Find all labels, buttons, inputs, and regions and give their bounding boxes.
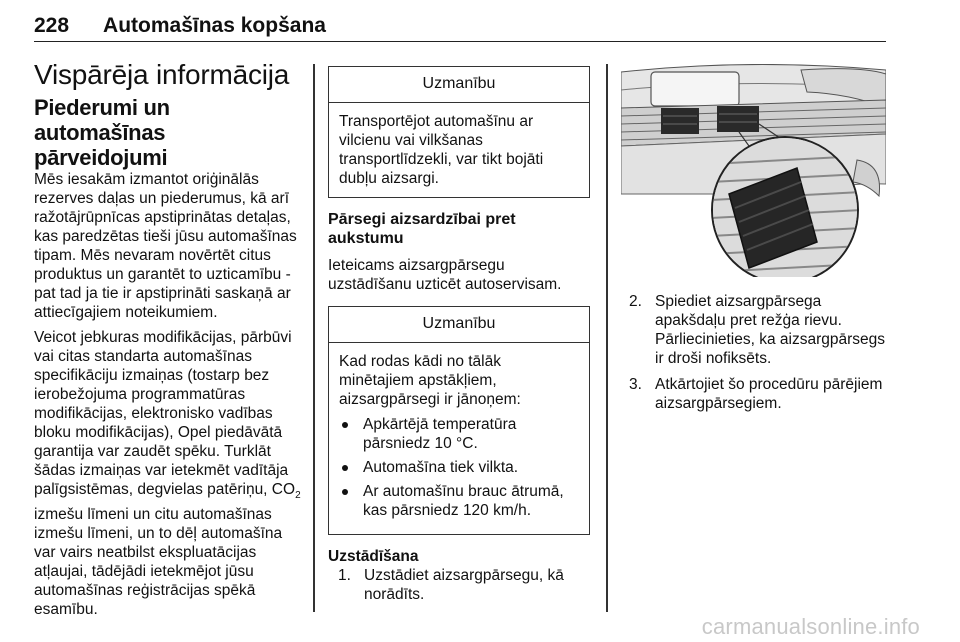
frost-covers-title: Pārsegi aizsardzībai pret aukstumu bbox=[328, 211, 516, 247]
page-header bbox=[34, 12, 886, 42]
co2-subscript: 2 bbox=[295, 490, 301, 502]
column-divider-2 bbox=[606, 64, 608, 612]
caution-box-removal bbox=[328, 306, 590, 535]
caution-title: Uzmanību bbox=[329, 67, 589, 103]
paragraph-modifications-a: Veicot jebkuras modifikācijas, pārbūvi vai citas standarta automašīnas specifikāciju izmaiņas (tostarp bez ierobežojuma programmatūras modifikācijas, elektronisko vadības bloku modifikācijas), Opel piedāvātā garantija var zaudēt spēku. Turklāt šādas izmaiņas var ietekmēt vadītāja palīgsistēmas, degvielas patēriņu, CO bbox=[34, 329, 296, 498]
caution-bullet-list bbox=[339, 415, 579, 520]
list-item bbox=[338, 566, 592, 604]
section-title: Vispārēja informācija bbox=[34, 59, 290, 90]
caution-intro: Kad rodas kādi no tālāk minētajiem apstākļiem, aizsargpārsegi ir jānoņem: bbox=[339, 353, 521, 408]
paragraph-original-parts: Mēs iesakām izmantot oriģinālās rezerves daļas un piederumus, kā arī ražotājrūpnīcas apstiprinātas detaļas, kas paredzētas tieši jūsu automašīnas tipam. Mēs nevaram novērtēt citus produktus un garantēt to uzticamību - pat tad ja tie ir apstiprināti saskaņā ar attiecīgajiem noteikumiem. bbox=[34, 171, 297, 321]
paragraph-modifications-b: izmešu līmeni un citu automašīnas izmešu līmeni, un to dēļ automašīna var vairs neatbilst ekspluatācijas atļaujai, tādējādi ietekmējot jūsu automašīnas reģistrācijas spēkā esamību. bbox=[34, 506, 283, 619]
step-number: 2. bbox=[629, 293, 642, 310]
caution-body bbox=[329, 343, 589, 534]
list-item: Apkārtējā temperatūra pārsniedz 10 °C. bbox=[339, 415, 579, 453]
subsection-title: Piederumi un automašīnas pārveidojumi bbox=[34, 95, 170, 170]
list-item bbox=[629, 292, 887, 368]
step-number: 3. bbox=[629, 376, 642, 393]
chapter-title: Automašīnas kopšana bbox=[103, 14, 326, 37]
step-text: Spiediet aizsargpārsega apakšdaļu pret režģa rievu. Pārliecinieties, ka aizsargpārsegs ir droši nofiksēts. bbox=[655, 293, 886, 367]
installation-steps-continued bbox=[629, 292, 887, 413]
column-middle bbox=[328, 66, 592, 611]
caution-text: Transportējot automašīnu ar vilcienu vai vilkšanas transportlīdzekli, var tikt bojāti dubļu aizsargi. bbox=[339, 113, 544, 187]
column-left bbox=[34, 58, 304, 619]
page-number: 228 bbox=[34, 14, 70, 37]
caution-title: Uzmanību bbox=[329, 307, 589, 343]
list-item: Automašīna tiek vilkta. bbox=[339, 458, 579, 477]
step-number: 1. bbox=[338, 567, 351, 584]
step-text: Atkārtojiet šo procedūru pārējiem aizsargpārsegiem. bbox=[655, 376, 883, 412]
step-text: Uzstādiet aizsargpārsegu, kā norādīts. bbox=[364, 567, 564, 603]
watermark: carmanualsonline.info bbox=[701, 614, 920, 639]
column-right bbox=[621, 292, 887, 420]
grille-cover-illustration bbox=[621, 64, 886, 277]
installation-title: Uzstādīšana bbox=[328, 548, 419, 565]
installation-steps bbox=[338, 566, 592, 604]
column-divider-1 bbox=[313, 64, 315, 612]
paragraph-modifications bbox=[34, 328, 304, 619]
caution-box-transport bbox=[328, 66, 590, 198]
frost-covers-text: Ieteicams aizsargpārsegu uzstādīšanu uzticēt autoservisam. bbox=[328, 257, 562, 293]
list-item: Ar automašīnu brauc ātrumā, kas pārsniedz 120 km/h. bbox=[339, 482, 579, 520]
list-item bbox=[629, 375, 887, 413]
